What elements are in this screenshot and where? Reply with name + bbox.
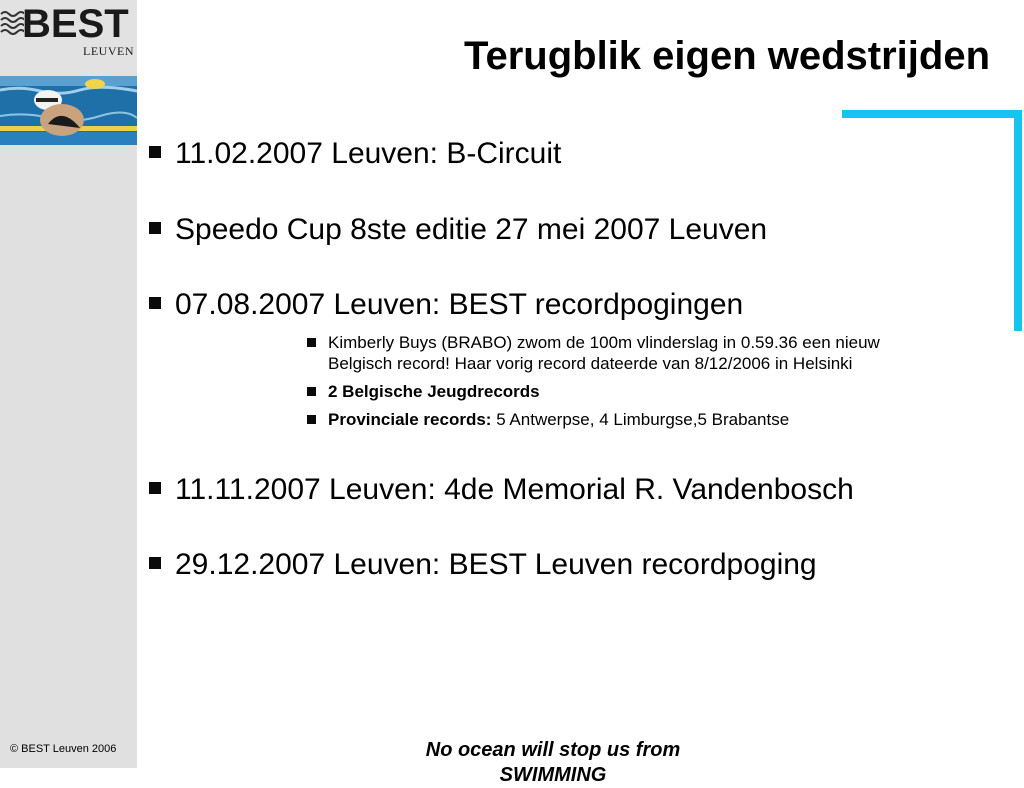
provincial-records-text: Provinciale records: 5 Antwerpse, 4 Limburgse,5 Brabantse (328, 410, 790, 429)
page-title: Terugblik eigen wedstrijden (463, 34, 990, 78)
sub-list-item (307, 409, 997, 430)
list-item: 11.02.2007 Leuven: B-Circuit (149, 137, 561, 171)
bullet-square-icon (149, 557, 161, 569)
bullet-square-icon (307, 338, 316, 347)
logo-brand: BEST (22, 2, 129, 46)
accent-bracket (842, 110, 1022, 331)
waves-icon (0, 10, 24, 40)
list-item: Speedo Cup 8ste editie 27 mei 2007 Leuven (149, 213, 767, 247)
list-item: 11.11.2007 Leuven: 4de Memorial R. Vandenbosch (149, 473, 854, 507)
footer-motto: No ocean will stop us from SWIMMING (425, 739, 681, 786)
bullet-square-icon (307, 387, 316, 396)
footer-copyright: © BEST Leuven 2006 (10, 743, 117, 755)
bullet-square-icon (149, 146, 161, 158)
bullet-square-icon (307, 415, 316, 424)
bullet-square-icon (149, 222, 161, 234)
sub-list-item (307, 332, 997, 374)
swimmer-photo (0, 76, 137, 145)
bullet-square-icon (149, 482, 161, 494)
sidebar (0, 0, 137, 768)
list-item: 29.12.2007 Leuven: BEST Leuven recordpoging (149, 548, 817, 582)
sub-list-item (307, 381, 997, 402)
logo-city: LEUVEN (83, 44, 134, 58)
youth-records-text: 2 Belgische Jeugdrecords (328, 382, 540, 401)
best-leuven-logo (0, 0, 137, 76)
bullet-square-icon (149, 297, 161, 309)
list-item: 07.08.2007 Leuven: BEST recordpogingen (149, 288, 743, 322)
record-text: Kimberly Buys (BRABO) zwom de 100m vlinderslag in 0.59.36 een nieuw Belgisch record! Haar vorig record dateerde van 8/12/2006 in Helsinki (328, 333, 880, 373)
